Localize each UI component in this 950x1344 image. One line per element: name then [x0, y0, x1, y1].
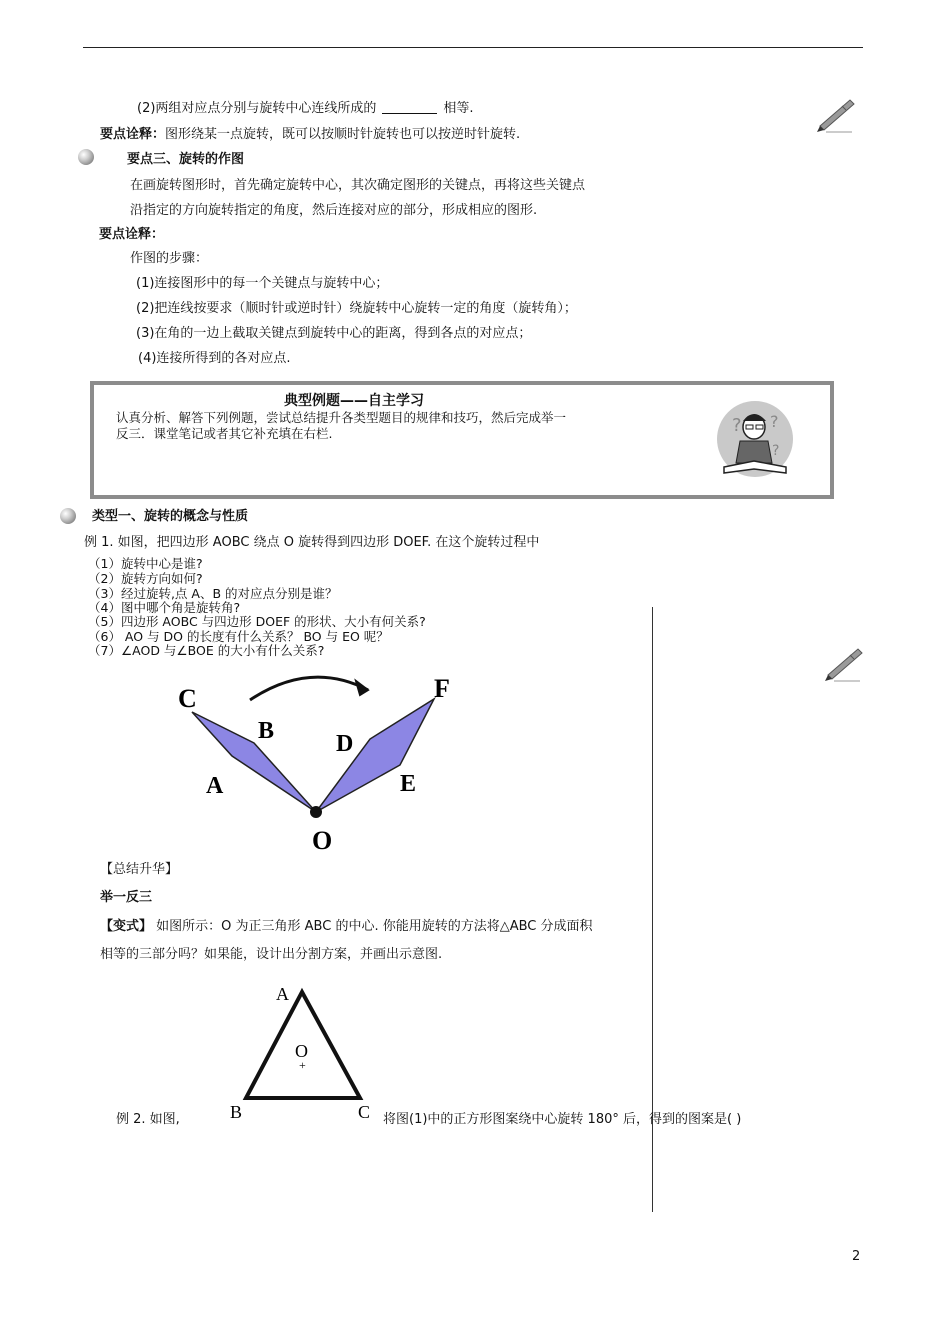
page-number: 2 [852, 1249, 861, 1264]
section-3-para-1: 在画旋转图形时，首先确定旋转中心，其次确定图形的关键点，再将这些关键点 [130, 178, 586, 193]
label-o: O [295, 1041, 308, 1061]
rotation-figure [170, 665, 470, 855]
question-1: （1）旋转中心是谁? [88, 556, 203, 571]
header-rule [83, 47, 863, 48]
student-thinking-icon [710, 397, 798, 483]
section-3-title: 要点三、旋转的作图 [127, 152, 245, 167]
quadrilateral-doef [316, 699, 434, 812]
example-1: 例 1. 如图，把四边形 AOBC 绕点 O 旋转得到四边形 DOEF. 在这个旋转过程中 [84, 535, 540, 550]
bullet-icon [78, 149, 94, 165]
center-plus-icon: + [299, 1058, 306, 1072]
question-2: （2）旋转方向如何? [88, 571, 203, 586]
example-2-text: 将图(1)中的正方形图案绕中心旋转 180° 后，得到的图案是( ) [383, 1112, 742, 1127]
question-4: （4）图中哪个角是旋转角? [88, 600, 241, 615]
label-d: D [336, 731, 354, 757]
step-3: (3)在角的一边上截取关键点到旋转中心的距离，得到各点的对应点； [136, 326, 532, 341]
pencil-icon [812, 96, 858, 134]
step-1: (1)连接图形中的每一个关键点与旋转中心； [136, 276, 389, 291]
label-o: O [312, 826, 333, 855]
note-2-label: 要点诠释： [99, 227, 165, 242]
pencil-icon [820, 645, 866, 683]
variant-line-1: 【变式】 如图所示：O 为正三角形 ABC 的中心. 你能用旋转的方法将△ABC 分成面积 [100, 919, 593, 934]
label-c: C [178, 684, 197, 713]
example-2-prefix: 例 2. 如图, [116, 1112, 180, 1127]
label-a: A [276, 984, 289, 1004]
steps-title: 作图的步骤： [130, 251, 209, 266]
svg-text:?: ? [772, 443, 780, 459]
question-5: （5）四边形 AOBC 与四边形 DOEF 的形状、大小有何关系? [88, 614, 426, 629]
label-a: A [206, 773, 224, 799]
section-3-para-2: 沿指定的方向旋转指定的角度，然后连接对应的部分，形成相应的图形. [130, 203, 538, 218]
label-f: F [434, 674, 450, 703]
note-1: 要点诠释：图形绕某一点旋转，既可以按顺时针旋转也可以按逆时针旋转. [100, 127, 521, 142]
box-text-2: 反三．课堂笔记或者其它补充填在右栏. [116, 426, 333, 441]
triangle-figure [228, 978, 388, 1126]
svg-text:?: ? [732, 415, 742, 436]
type-1-title: 类型一、旋转的概念与性质 [92, 509, 249, 524]
svg-text:?: ? [770, 412, 779, 431]
summary-heading: 【总结升华】 [100, 862, 179, 877]
answer-blank [382, 101, 437, 114]
step-4: (4)连接所得到的各对应点. [138, 351, 291, 366]
property-line-2: (2)两组对应点分别与旋转中心连线所成的 相等. [137, 101, 474, 116]
variant-line-2: 相等的三部分吗？如果能，设计出分割方案，并画出示意图. [100, 947, 443, 962]
center-point-o [310, 806, 322, 818]
bullet-icon [60, 508, 76, 524]
label-b: B [230, 1102, 243, 1122]
label-c: C [358, 1102, 371, 1122]
label-b: B [258, 718, 275, 744]
question-7: （7）∠AOD 与∠BOE 的大小有什么关系? [88, 643, 325, 658]
example-box [90, 381, 834, 499]
question-3: （3）经过旋转,点 A、B 的对应点分别是谁？ [88, 586, 338, 601]
step-2: (2)把连线按要求（顺时针或逆时针）绕旋转中心旋转一定的角度（旋转角）； [136, 301, 577, 316]
box-title: 典型例题——自主学习 [284, 393, 424, 409]
box-text-1: 认真分析、解答下列例题，尝试总结提升各类型题目的规律和技巧，然后完成举一 [116, 410, 567, 425]
question-6: （6） AO 与 DO 的长度有什么关系？ BO 与 EO 呢？ [88, 629, 389, 644]
label-e: E [400, 771, 417, 797]
practice-heading: 举一反三 [100, 890, 153, 905]
